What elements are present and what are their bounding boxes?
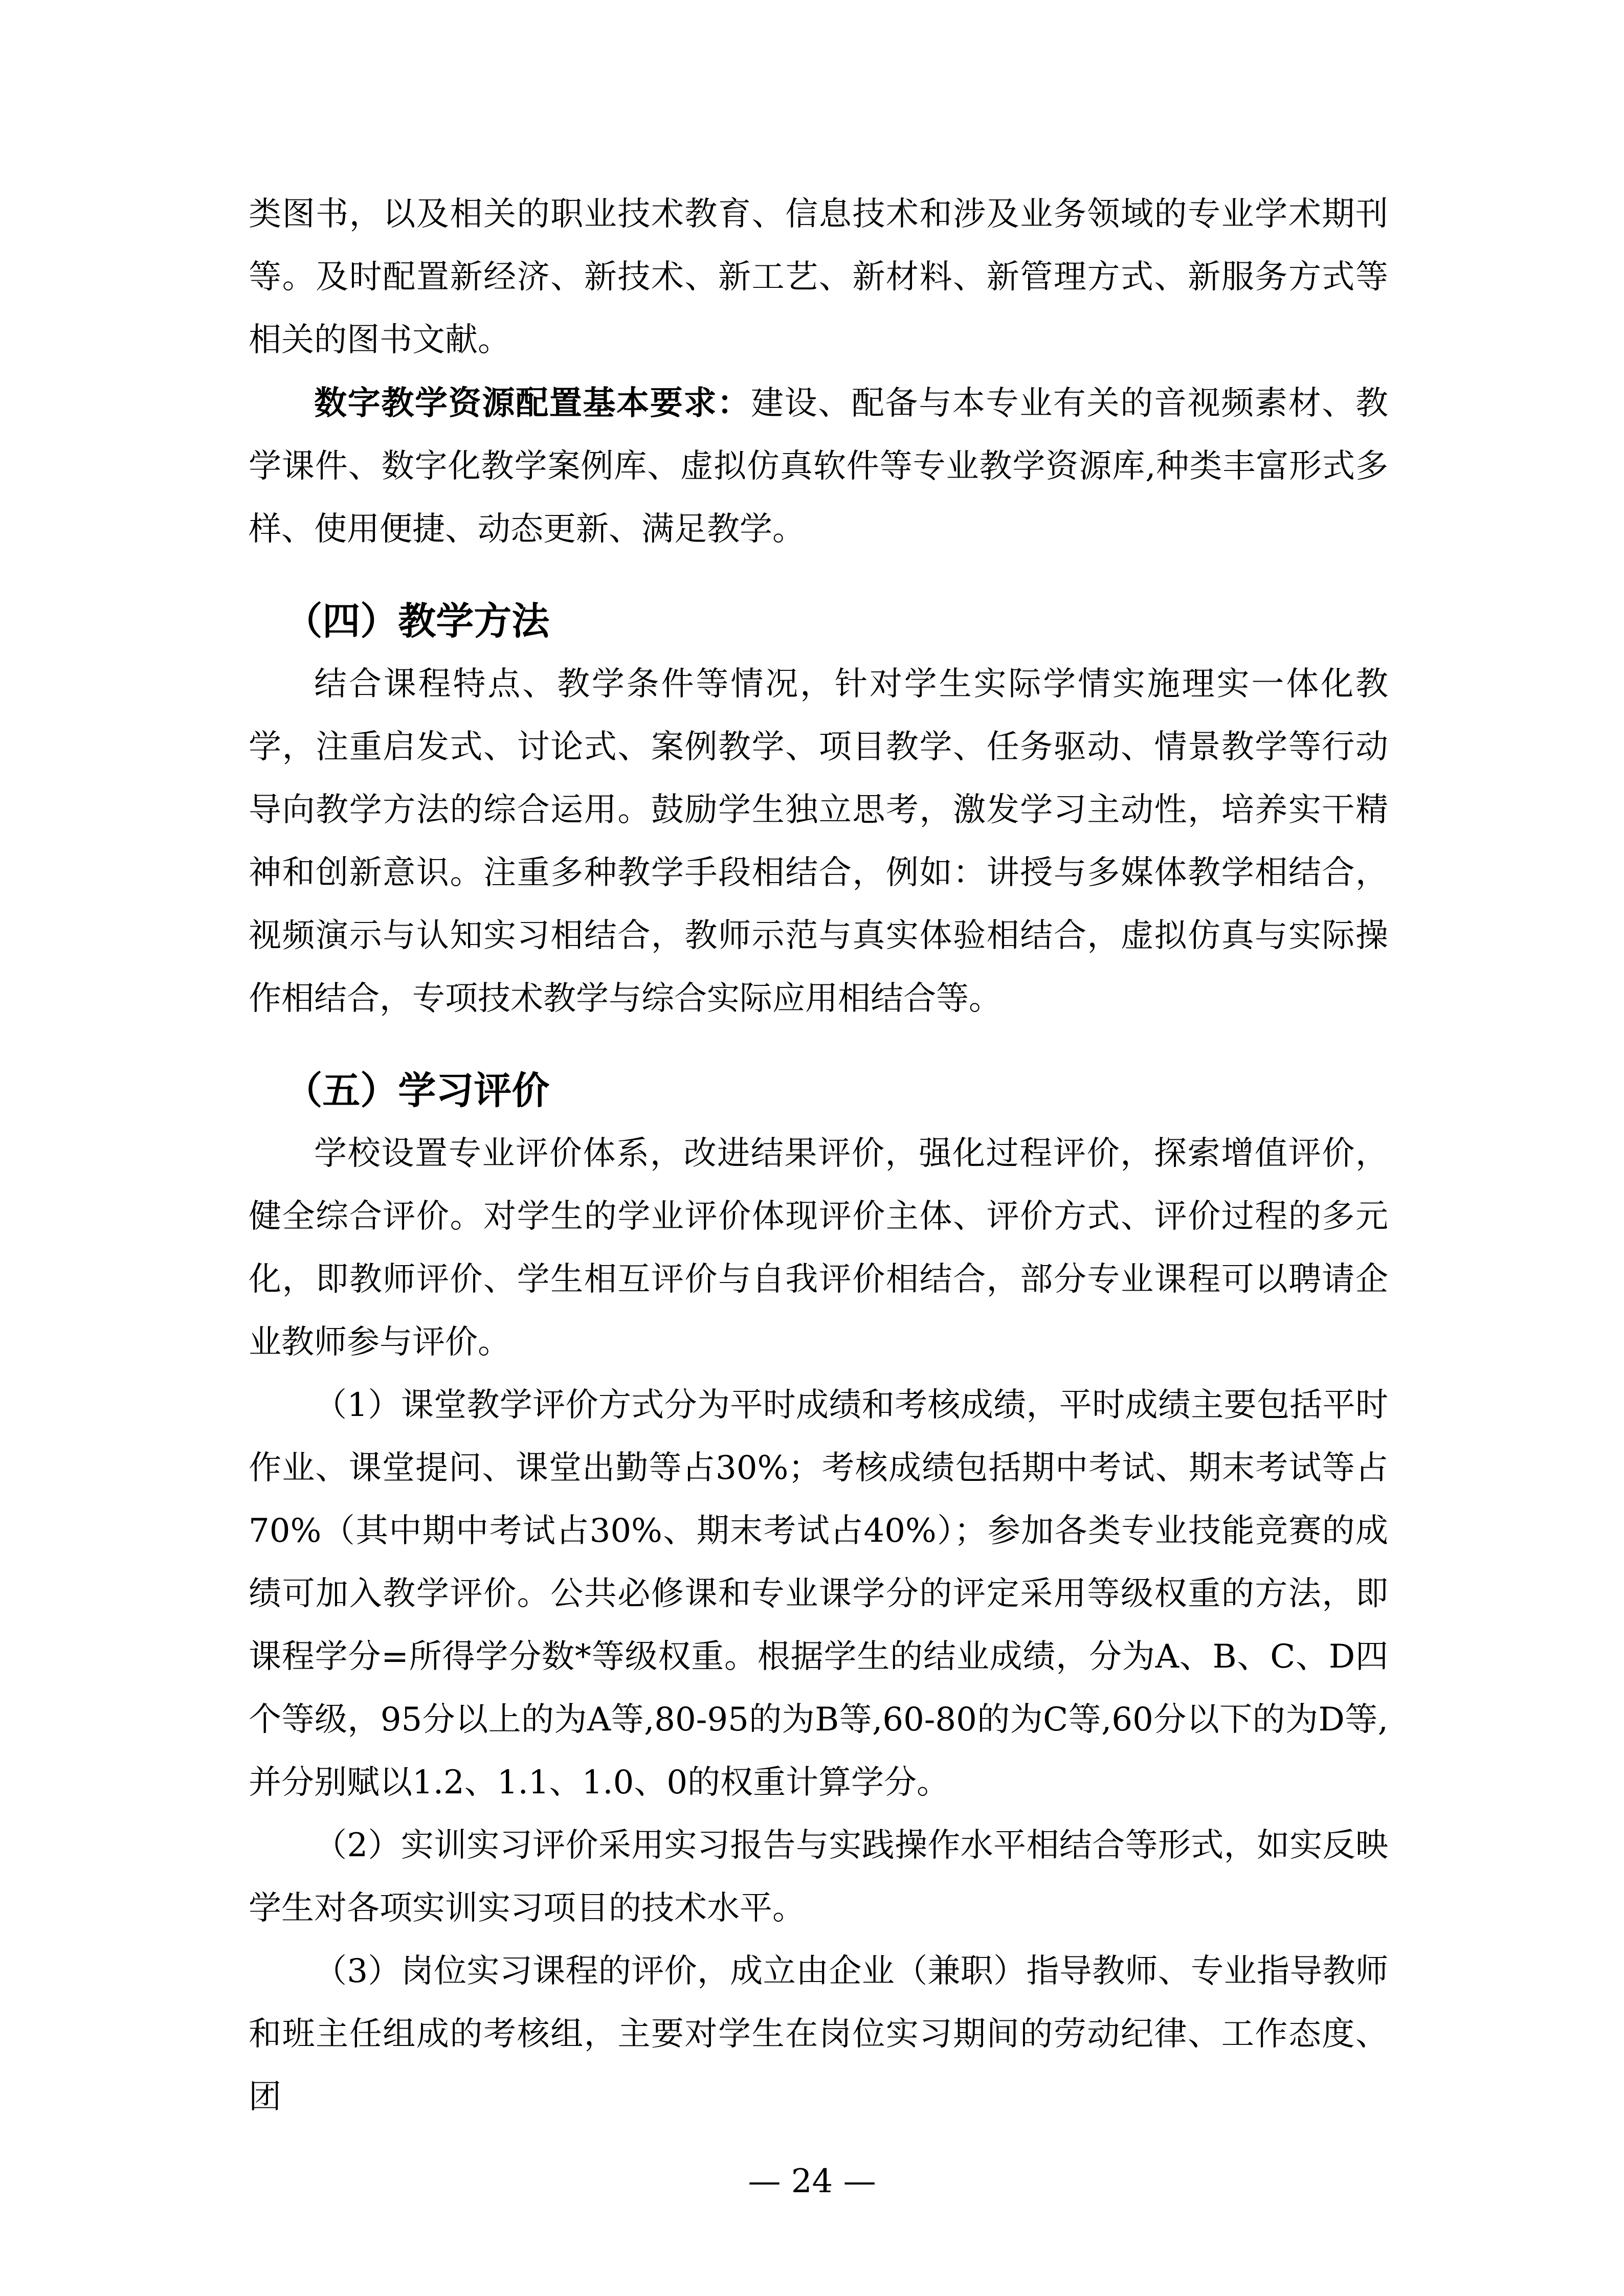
paragraph-evaluation-item-3: （3）岗位实习课程的评价，成立由企业（兼职）指导教师、专业指导教师和班主任组成的考核组，主要对学生在岗位实习期间的劳动纪律、工作态度、团 <box>249 1952 1388 2116</box>
heading-section-5-learning-evaluation: （五）学习评价 <box>284 1069 550 1113</box>
page-footer <box>0 2150 1624 2213</box>
page-number: — 24 — <box>748 2163 876 2200</box>
bold-lead-digital-resources: 数字教学资源配置基本要求： <box>314 384 751 422</box>
paragraph-evaluation-item-2: （2）实训实习评价采用实习报告与实践操作水平相结合等形式，如实反映学生对各项实训实习项目的技术水平。 <box>249 1827 1388 1927</box>
paragraph-evaluation-overview: 学校设置专业评价体系，改进结果评价，强化过程评价，探索增值评价，健全综合评价。对学生的学业评价体现评价主体、评价方式、评价过程的多元化，即教师评价、学生相互评价与自我评价相结合，部分专业课程可以聘请企业教师参与评价。 <box>249 1135 1388 1361</box>
paragraph-digital-teaching-resources <box>249 372 1388 561</box>
paragraph-digital-resources-body-text: 建设、配备与本专业有关的音视频素材、教学课件、数字化教学案例库、虚拟仿真软件等专业教学资源库,种类丰富形式多样、使用便捷、动态更新、满足教学。 <box>249 385 1389 548</box>
paragraph-teaching-methods: 结合课程特点、教学条件等情况，针对学生实际学情实施理实一体化教学，注重启发式、讨论式、案例教学、项目教学、任务驱动、情景教学等行动导向教学方法的综合运用。鼓励学生独立思考，激发学习主动性，培养实干精神和创新意识。注重多种教学手段相结合，例如：讲授与多媒体教学相结合，视频演示与认知实习相结合，教师示范与真实体验相结合，虚拟仿真与实际操作相结合，专项技术教学与综合实际应用相结合等。 <box>249 665 1388 1018</box>
page-content <box>249 183 1388 2129</box>
paragraph-evaluation-item-1: （1）课堂教学评价方式分为平时成绩和考核成绩，平时成绩主要包括平时作业、课堂提问、课堂出勤等占30%；考核成绩包括期中考试、期末考试等占70%（其中期中考试占30%、期末考试占40%）；参加各类专业技能竞赛的成绩可加入教学评价。公共必修课和专业课学分的评定采用等级权重的方法，即课程学分=所得学分数*等级权重。根据学生的结业成绩，分为A、B、C、D四个等级，95分以上的为A等,80-95的为B等,60-80的为C等,60分以下的为D等,并分别赋以1.2、1.1、1.0、0的权重计算学分。 <box>249 1386 1388 1802</box>
paragraph-library-books-continued: 类图书，以及相关的职业技术教育、信息技术和涉及业务领域的专业学术期刊等。及时配置新经济、新技术、新工艺、新材料、新管理方式、新服务方式等相关的图书文献。 <box>249 195 1388 359</box>
heading-section-4-teaching-methods: （四）教学方法 <box>284 599 550 643</box>
